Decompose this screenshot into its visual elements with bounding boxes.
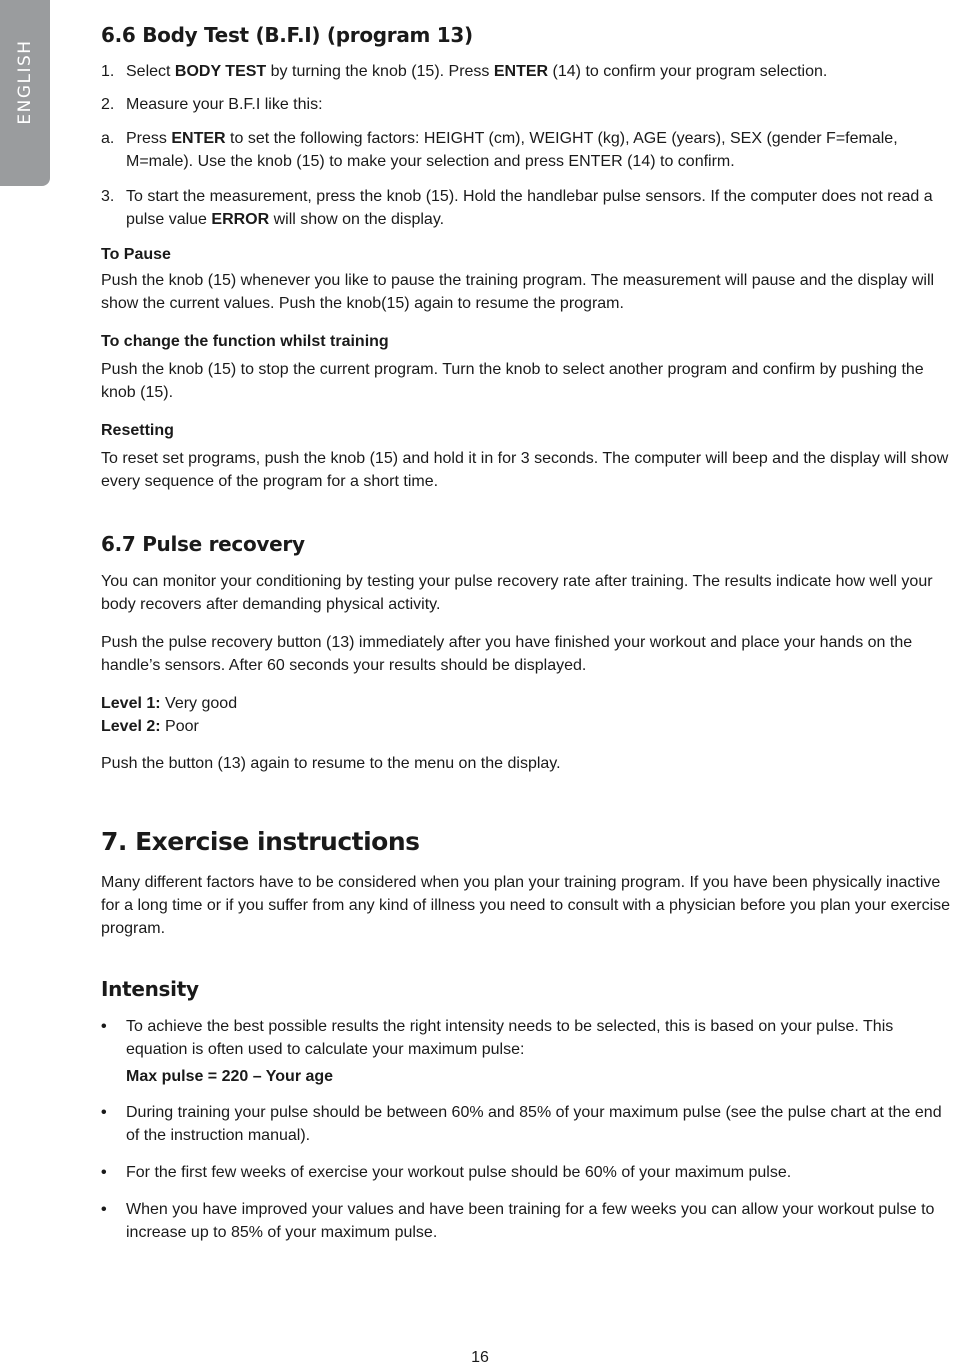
pause-heading: To Pause bbox=[101, 246, 171, 263]
bullet-icon: • bbox=[101, 1018, 107, 1035]
page-number: 16 bbox=[471, 1349, 489, 1366]
language-tab-label: ENGLISH bbox=[15, 39, 35, 125]
intensity-item bbox=[101, 1161, 956, 1184]
level-1-line bbox=[101, 692, 956, 715]
change-function-text: Push the knob (15) to stop the current program. Turn the knob to select another program and confirm by pushing the knob (15). bbox=[101, 361, 924, 401]
max-pulse-formula: Max pulse = 220 – Your age bbox=[126, 1068, 334, 1085]
pulse-recovery-instructions: Push the pulse recovery button (13) immediately after you have finished your workout and place your hands on the handle’s sensors. After 60 seconds your results should be displayed. bbox=[101, 634, 913, 674]
level-2-line bbox=[101, 715, 956, 738]
level-2-label: Level 2: bbox=[101, 718, 161, 735]
change-function-heading: To change the function whilst training bbox=[101, 333, 389, 350]
intensity-item-text: For the first few weeks of exercise your workout pulse should be 60% of your maximum pulse. bbox=[126, 1164, 792, 1181]
pulse-recovery-resume: Push the button (13) again to resume to the menu on the display. bbox=[101, 755, 561, 772]
section-7-heading: 7. Exercise instructions bbox=[101, 827, 420, 856]
intensity-item bbox=[101, 1015, 956, 1088]
step-2-number: 2. bbox=[101, 96, 115, 113]
bullet-icon: • bbox=[101, 1104, 107, 1121]
intensity-heading: Intensity bbox=[101, 977, 199, 1001]
section-6-7-heading: 6.7 Pulse recovery bbox=[101, 532, 305, 556]
pause-text: Push the knob (15) whenever you like to pause the training program. The measurement will pause and the display will show the current values. Push the knob(15) again to resume the program. bbox=[101, 272, 935, 312]
exercise-intro: Many different factors have to be considered when you plan your training program. If you have been physically inactive for a long time or if you suffer from any kind of illness you need to consult with a physician before you plan your exercise program. bbox=[101, 874, 951, 937]
intensity-item-text: When you have improved your values and have been training for a few weeks you can allow your workout pulse to increase up to 85% of your maximum pulse. bbox=[126, 1201, 935, 1241]
step-2 bbox=[101, 93, 956, 116]
step-1-text: Select BODY TEST by turning the knob (15). Press ENTER (14) to confirm your program selection. bbox=[126, 63, 828, 80]
page-content bbox=[101, 22, 956, 1244]
pulse-recovery-intro: You can monitor your conditioning by testing your pulse recovery rate after training. The results indicate how well your body recovers after demanding physical activity. bbox=[101, 573, 933, 613]
step-a bbox=[101, 127, 956, 173]
bullet-icon: • bbox=[101, 1201, 107, 1218]
step-3 bbox=[101, 185, 956, 231]
step-3-text: To start the measurement, press the knob (15). Hold the handlebar pulse sensors. If the computer does not read a pulse value ERROR will show on the display. bbox=[126, 188, 933, 228]
step-3-number: 3. bbox=[101, 188, 115, 205]
bullet-icon: • bbox=[101, 1164, 107, 1181]
intensity-item bbox=[101, 1198, 956, 1244]
intensity-list bbox=[101, 1015, 956, 1244]
section-6-6-heading: 6.6 Body Test (B.F.I) (program 13) bbox=[101, 23, 473, 47]
step-2-text: Measure your B.F.I like this: bbox=[126, 96, 323, 113]
language-tab bbox=[0, 0, 50, 186]
step-1-number: 1. bbox=[101, 63, 115, 80]
intensity-item bbox=[101, 1101, 956, 1147]
intensity-item-text: During training your pulse should be between 60% and 85% of your maximum pulse (see the pulse chart at the end of the instruction manual). bbox=[126, 1104, 942, 1144]
step-a-letter: a. bbox=[101, 130, 115, 147]
level-1-label: Level 1: bbox=[101, 695, 161, 712]
level-2-value: Poor bbox=[160, 718, 199, 735]
resetting-heading: Resetting bbox=[101, 422, 174, 439]
intensity-item-text: To achieve the best possible results the right intensity needs to be selected, this is based on your pulse. This equation is often used to calculate your maximum pulse: bbox=[126, 1018, 894, 1058]
resetting-text: To reset set programs, push the knob (15) and hold it in for 3 seconds. The computer will beep and the display will show every sequence of the program for a short time. bbox=[101, 450, 949, 490]
step-1 bbox=[101, 60, 956, 83]
level-1-value: Very good bbox=[160, 695, 238, 712]
step-a-text: Press ENTER to set the following factors: HEIGHT (cm), WEIGHT (kg), AGE (years), SEX (gender F=female, M=male). Use the knob (15) to make your selection and press ENTER (14) to confirm. bbox=[126, 130, 898, 170]
